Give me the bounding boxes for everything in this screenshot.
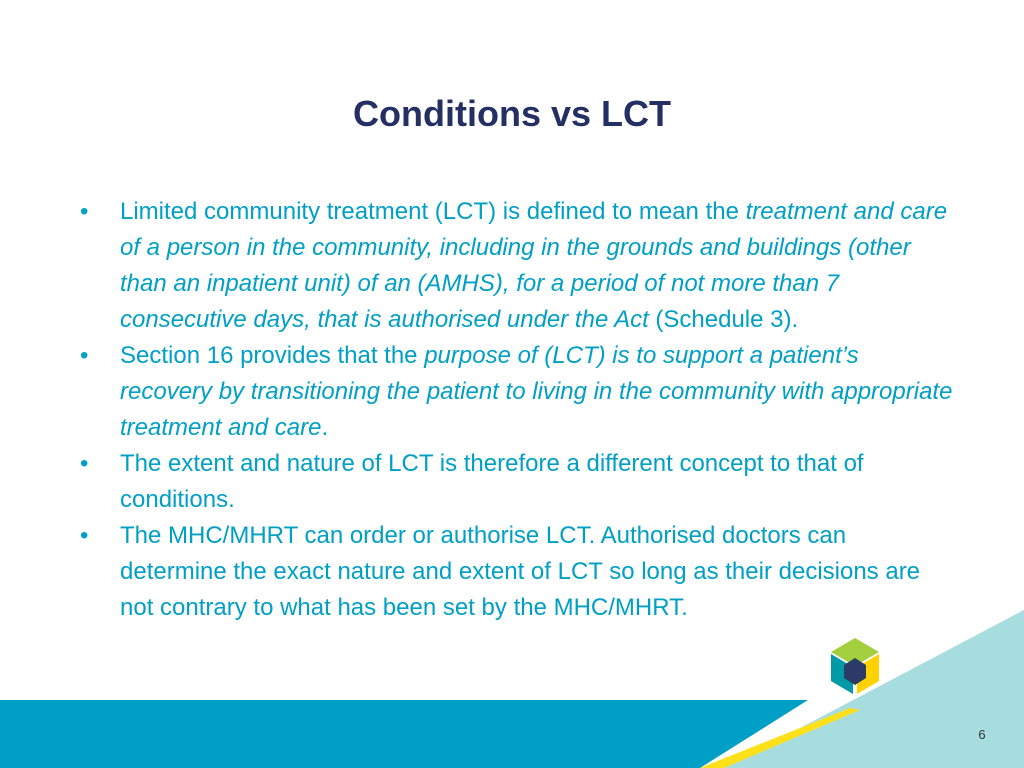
bullet-text-italic: purpose of (LCT) is to support a patient’s recovery by transitioning the patient to living in the community with appropriate treatment and care	[120, 342, 953, 441]
bullet-text: (Schedule 3).	[648, 306, 799, 333]
bullet-icon: •	[80, 198, 89, 225]
slide-title: Conditions vs LCT	[353, 93, 671, 134]
footer-blue-band	[0, 700, 808, 768]
bullet-item	[76, 194, 956, 338]
bullet-icon: •	[80, 342, 89, 369]
bullet-item	[76, 518, 956, 626]
bullet-list	[76, 194, 956, 626]
bullet-icon: •	[80, 522, 89, 549]
bullet-text: The MHC/MHRT can order or authorise LCT. Authorised doctors can determine the exact nature and extent of LCT so long as their decisions are not contrary to what has been set by the MHC/MHRT.	[120, 522, 921, 621]
bullet-text: .	[321, 414, 329, 441]
hexagon-logo-icon	[826, 636, 884, 704]
bullet-text: The extent and nature of LCT is therefore a different concept to that of conditions.	[120, 450, 864, 513]
bullet-item	[76, 338, 956, 446]
bullet-text-italic: treatment and care of a person in the community, including in the grounds and buildings (other than an inpatient unit) of an (AMHS), for a period of not more than 7 consecutive days, that is authorised under the Act	[120, 198, 948, 333]
bullet-item	[76, 446, 956, 518]
bullet-icon: •	[80, 450, 89, 477]
bullet-text: Section 16 provides that the	[120, 342, 425, 369]
bullet-text: Limited community treatment (LCT) is defined to mean the	[120, 198, 746, 225]
page-number: 6	[978, 727, 986, 742]
